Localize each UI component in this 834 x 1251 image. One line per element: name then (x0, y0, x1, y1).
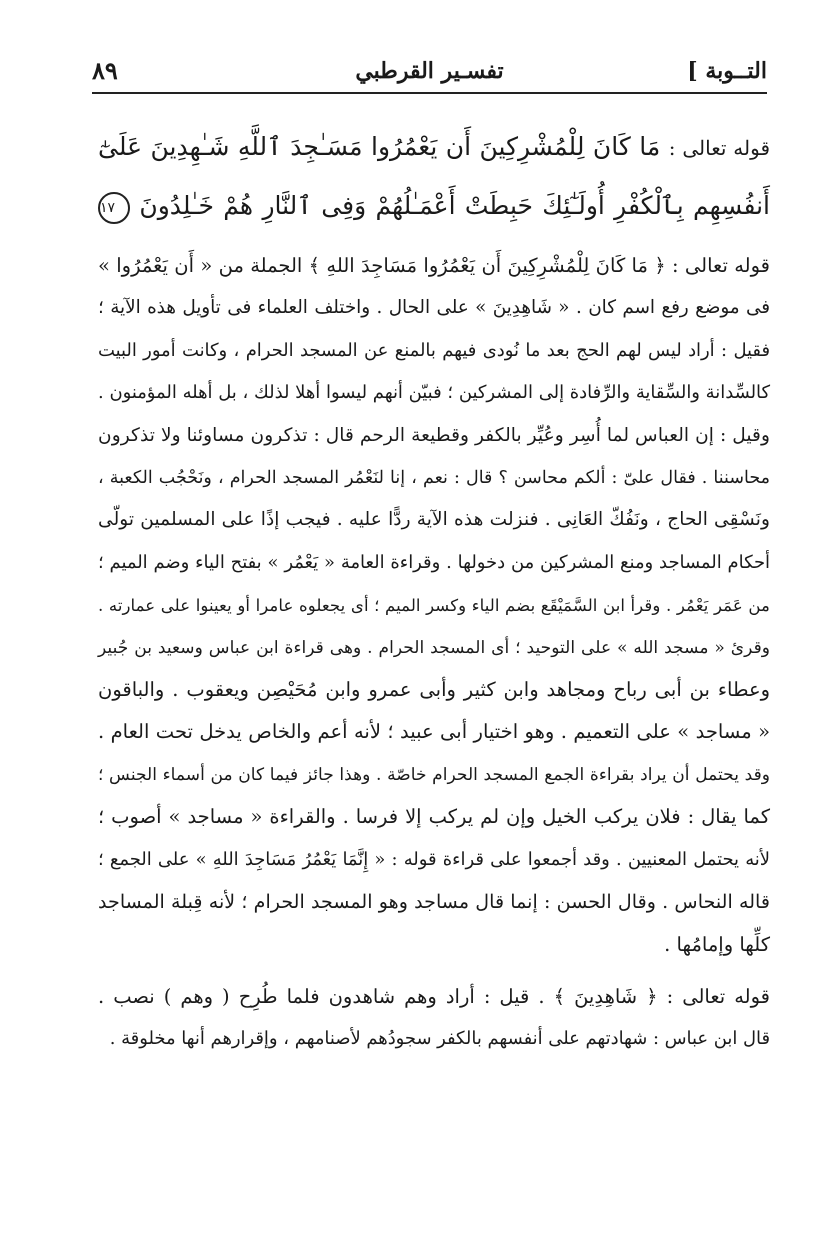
commentary-line: وقرئ « مسجد الله » على التوحيد ؛ أى المسجد الحرام . وهى قراءة ابن عباس وسعيد بن جُبير (98, 637, 770, 658)
verse-text-1: مَا كَانَ لِلْمُشْرِكِينَ أَن يَعْمُرُوا مَسَـٰجِدَ ٱللَّهِ شَـٰهِدِينَ عَلَىٰٓ (98, 132, 661, 161)
quran-verse-line-2 (98, 177, 770, 235)
commentary-line: من عَمَر يَعْمُر . وقرأ ابن السَّمَيْقَع بضم الياء وكسر الميم ؛ أى يجعلوه عامرا أو يعينوا على عمارته . (98, 595, 770, 616)
commentary-line: فقيل : أراد ليس لهم الحج بعد ما نُودى فيهم بالمنع عن المسجد الحرام ، وكانت أمور البيت (98, 339, 770, 361)
book-title: تفسـير القرطبي (355, 58, 504, 84)
surah-name: التــوبة ] (687, 58, 767, 84)
verse-intro: قوله تعالى : (668, 136, 770, 160)
commentary (98, 245, 770, 1061)
commentary-section-2-line: قال ابن عباس : شهادتهم على أنفسهم بالكفر سجودُهم لأصنامهم ، وإقرارهم أنها مخلوقة . (109, 1028, 770, 1050)
commentary-line: كما يقال : فلان يركب الخيل وإن لم يركب إلا فرسا . والقراءة « مساجد » أصوب ؛ (98, 805, 770, 829)
page-number: ٨٩ (92, 56, 118, 85)
commentary-line: وقيل : إن العباس لما أُسِر وعُيِّر بالكفر وقطيعة الرحم قال : تذكرون مساوئنا ولا تذكرون (98, 424, 770, 446)
commentary-line: ونَسْقِى الحاج ، ونَفُكّ العَانِى . فنزلت هذه الآية ردًّا عليه . فيجب إذًا على المسلمين تولّى (98, 509, 770, 531)
commentary-line: محاسننا . فقال علىّ : ألكم محاسن ؟ قال : نعم ، إنا لنَعْمُر المسجد الحرام ، ونَحْجُب الكعبة ، (98, 468, 770, 489)
verse-text-2: أَنفُسِهِم بِٱلْكُفْرِ أُولَـٰٓئِكَ حَبِطَتْ أَعْمَـٰلُهُمْ وَفِى ٱلنَّارِ هُمْ خَـٰلِدُونَ (139, 191, 770, 220)
commentary-line: قاله النحاس . وقال الحسن : إنما قال مساجد وهو المسجد الحرام ؛ لأنه قِبلة المساجد (98, 890, 770, 914)
commentary-line: وقد يحتمل أن يراد بقراءة الجمع المسجد الحرام خاصّة . وهذا جائز فيما كان من أسماء الجنس ؛ (98, 764, 770, 785)
commentary-line: أحكام المساجد ومنع المشركين من دخولها . وقراءة العامة « يَعْمُر » بفتح الياء وضم الميم ؛ (98, 551, 770, 573)
commentary-line: « مساجد » على التعميم . وهو اختيار أبى عبيد ؛ لأنه أعم والخاص يدخل تحت العام . (98, 720, 770, 744)
commentary-line: قوله تعالى : ﴿ مَا كَانَ لِلْمُشْرِكِينَ أَن يَعْمُرُوا مَسَاجِدَ اللهِ ﴾ الجملة من « أَن يَعْمُرُوا » (98, 254, 770, 277)
quran-verse-line-1 (98, 118, 770, 177)
commentary-section-2-line: قوله تعالى : ﴿ شَاهِدِينَ ﴾ . قيل : أراد وهم شاهدون فلما طُرِح ( وهم ) نصب . (98, 984, 770, 1008)
ayah-number-marker: ١٧ (98, 192, 130, 224)
commentary-line: كالسِّدانة والسِّقاية والرِّفادة إلى المشركين ؛ فبيّن أنهم ليسوا أهلا لذلك ، بل أهله المؤمنون . (98, 382, 770, 404)
commentary-line: كلِّها وإمامُها . (664, 932, 770, 956)
page-header (92, 52, 767, 94)
commentary-line: فى موضع رفع اسم كان . « شَاهِدِينَ » على الحال . واختلف العلماء فى تأويل هذه الآية ؛ (98, 297, 770, 319)
page-body (98, 118, 770, 1061)
commentary-line: وعطاء بن أبى رباح ومجاهد وابن كثير وأبى عمرو وابن مُحَيْصِن ويعقوب . والباقون (98, 678, 770, 702)
commentary-line: لأنه يحتمل المعنيين . وقد أجمعوا على قراءة قوله : « إِنَّمَا يَعْمُرُ مَسَاجِدَ اللهِ » على الجمع ؛ (98, 848, 770, 870)
